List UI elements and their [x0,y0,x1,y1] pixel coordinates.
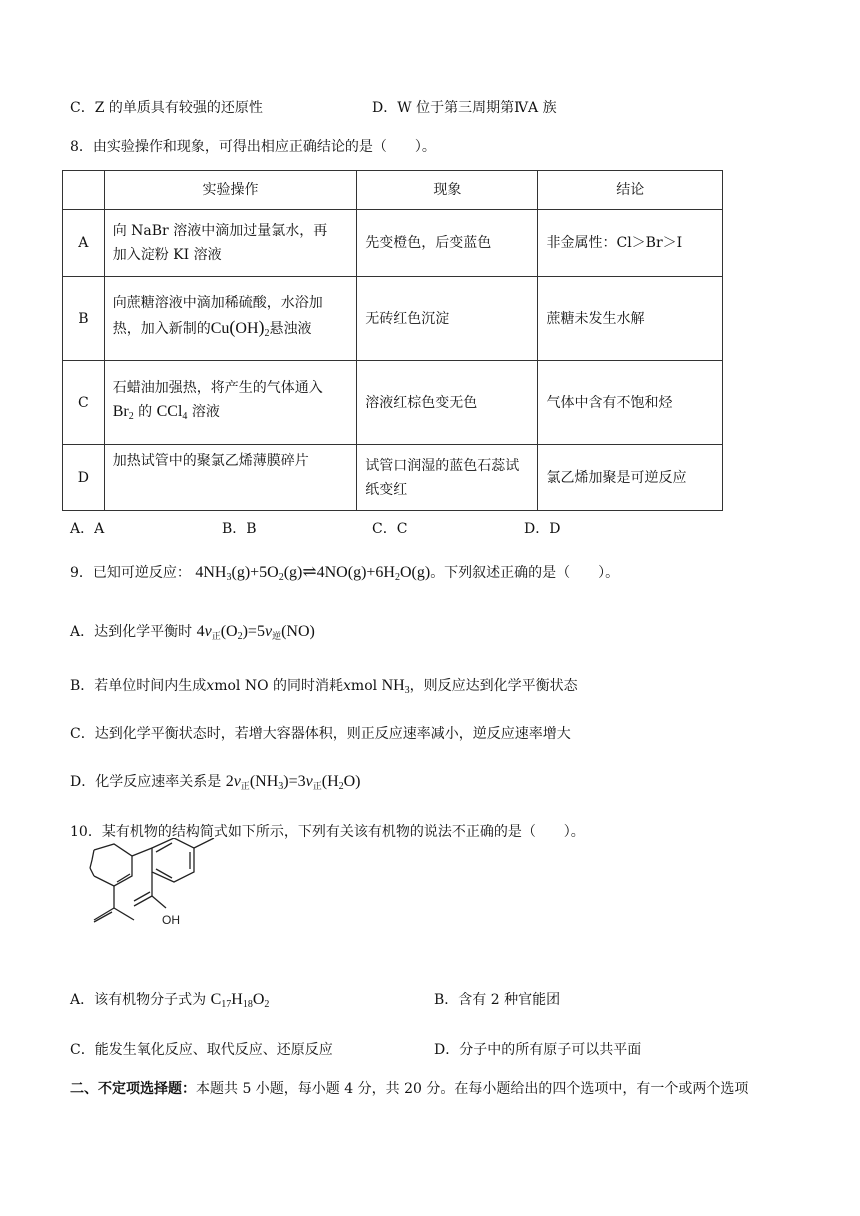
q9-stem: 9．已知可逆反应： $4NH_3(g)+5O_2(g)\rightleftharpoons 4NO(g)+6H_2O(g)$。下列叙述正确的是（ ）。 [70,562,620,583]
row-conclusion: 非金属性：Cl＞Br＞I [538,210,723,277]
q9-option-a-formula: $4v_正(O_2)=5v_逆(NO)$ [196,623,315,642]
q9-option-d-formula: $2v_正(NH_3)=3v_正(H_2O)$ [225,773,361,792]
q8-stem: 8．由实验操作和现象，可得出相应正确结论的是（ ）。 [70,139,436,155]
table-row [63,361,723,445]
table-header-blank [63,171,105,210]
operation-line-2: $Br_2$ 的 CCl$_4$ 溶液 [112,403,220,422]
phenomenon-line-1: 试管口润湿的蓝色石蕊试 [365,457,520,474]
q9-option-a: A．达到化学平衡时 $4v_正(O_2)=5v_逆(NO)$ [70,623,315,642]
row-operation [104,361,357,445]
q8-choice-d: D．D [524,521,561,537]
section2-title: 二、不定项选择题： [70,1081,196,1097]
row-option-label: A [63,210,105,277]
operation-line-1: 向蔗糖溶液中滴加稀硫酸，水浴加 [112,295,323,311]
phenomenon-line-2: 纸变红 [365,481,408,498]
operation-line-2: 加入淀粉 KI 溶液 [112,247,222,263]
row-conclusion: 气体中含有不饱和烃 [538,361,723,445]
section2-text: 本题共 5 小题，每小题 4 分，共 20 分。在每小题给出的四个选项中，有一个或两个选项 [196,1081,749,1097]
row-operation [104,210,357,277]
row-phenomenon: 溶液红棕色变无色 [357,361,538,445]
table-row [63,445,723,511]
q8-choice-c: C．C [372,521,408,537]
q10-stem: 10．某有机物的结构简式如下所示，下列有关该有机物的说法不正确的是（ ）。 [70,824,585,840]
row-option-label: B [63,277,105,361]
q9-option-b: B．若单位时间内生成xmol NO 的同时消耗xmol $NH_3$，则反应达到化学平衡状态 [70,677,578,696]
row-operation: 加热试管中的聚氯乙烯薄膜碎片 [104,445,357,511]
q9-reaction-equation: $4NH_3(g)+5O_2(g)\rightleftharpoons 4NO(g)+6H_2O(g)$ [195,562,431,583]
formula-ccl4: CCl$_4$ [156,403,188,422]
q10-option-a: A．该有机物分子式为 $C_{17}H_{18}O_2$ [70,991,270,1010]
table-row [63,210,723,277]
q9-option-c: C．达到化学平衡状态时，若增大容器体积，则正反应速率减小，逆反应速率增大 [70,726,571,742]
row-phenomenon [357,445,538,511]
table-header-row [63,171,723,210]
row-option-label: C [63,361,105,445]
table-header-operation: 实验操作 [104,171,357,210]
formula-cu-oh-2: $Cu(OH)_2$ [210,317,270,339]
row-phenomenon: 先变橙色，后变蓝色 [357,210,538,277]
table-row [63,277,723,361]
operation-line-1: 向 NaBr 溶液中滴加过量氯水，再 [112,223,328,239]
row-operation [104,277,357,361]
q8-choice-b: B．B [222,521,257,537]
section2-heading [70,1079,748,1099]
row-conclusion: 氯乙烯加聚是可逆反应 [538,445,723,511]
q9-option-d: D．化学反应速率关系是 $2v_正(NH_3)=3v_正(H_2O)$ [70,773,361,792]
q7-option-c: C．Z 的单质具有较强的还原性 [70,100,263,116]
q10-option-d: D．分子中的所有原子可以共平面 [434,1042,642,1058]
row-conclusion: 蔗糖未发生水解 [538,277,723,361]
q7-option-d: D．W 位于第三周期第ⅣA 族 [372,100,557,116]
row-phenomenon: 无砖红色沉淀 [357,277,538,361]
q10-option-c: C．能发生氧化反应、取代反应、还原反应 [70,1042,333,1058]
q8-choices [70,518,750,538]
formula-c17h18o2: $C_{17}H_{18}O_2$ [210,991,270,1010]
hydroxyl-label: OH [162,913,180,927]
formula-br2: $Br_2$ [112,403,134,422]
operation-line-2: 热，加入新制的$Cu(OH)_2$悬浊液 [112,317,312,339]
table-header-phenomenon: 现象 [357,171,538,210]
q8-choice-a: A．A [70,521,105,537]
row-option-label: D [63,445,105,511]
table-header-conclusion: 结论 [538,171,723,210]
organic-structure-diagram [62,838,242,958]
formula-nh3: $NH_3$ [381,677,410,696]
q8-experiment-table [62,170,723,511]
operation-line-1: 石蜡油加强热，将产生的气体通入 [112,380,323,396]
q10-option-b: B．含有 2 种官能团 [434,992,561,1008]
